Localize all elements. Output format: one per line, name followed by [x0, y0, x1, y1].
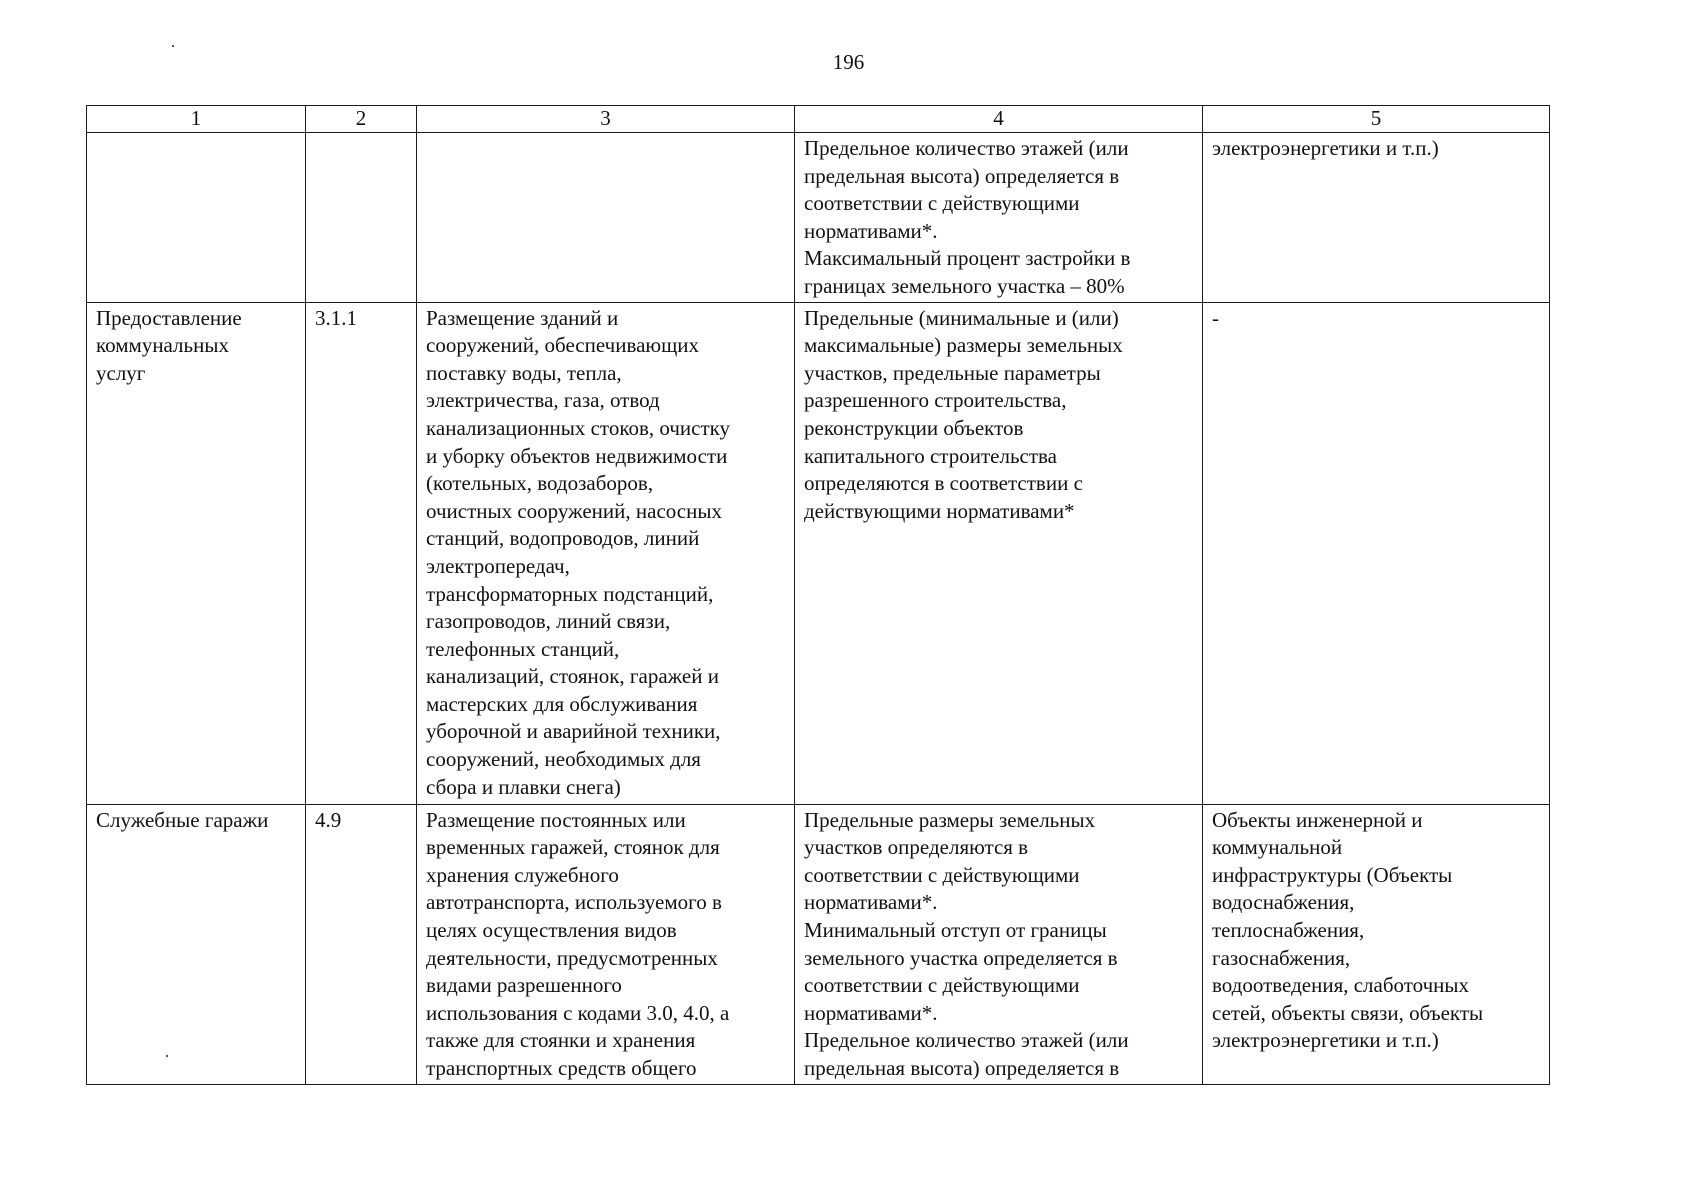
header-cell-4: 4 — [795, 106, 1203, 133]
cell-auxiliary-uses — [1203, 302, 1550, 804]
cell-code — [306, 302, 417, 804]
cell-text-line: водоотведения, слаботочных — [1212, 973, 1470, 998]
cell-text-line: сооружений, необходимых для — [426, 747, 701, 772]
cell-text-line: (котельных, водозаборов, — [426, 471, 654, 496]
cell-text-line: 4.9 — [315, 807, 342, 832]
cell-auxiliary-uses — [1203, 133, 1550, 303]
cell-text-line: автотранспорта, используемого в — [426, 890, 722, 915]
cell-text-line: разрешенного строительства, — [804, 388, 1067, 413]
cell-auxiliary-uses — [1203, 804, 1550, 1084]
cell-text-line: нормативами*. — [804, 890, 938, 915]
cell-text-line: хранения служебного — [426, 862, 619, 887]
cell-text-line: Предоставление — [96, 305, 242, 330]
cell-text-line: границах земельного участка – 80% — [804, 273, 1125, 298]
cell-text-line: канализаций, стоянок, гаражей и — [426, 664, 719, 689]
cell-text-line: предельная высота) определяется в — [804, 1055, 1120, 1080]
cell-text-line: земельного участка определяется в — [804, 945, 1118, 970]
table-row — [87, 804, 1550, 1084]
cell-text-line: станций, водопроводов, линий — [426, 526, 700, 551]
cell-text-line: Предельное количество этажей (или — [804, 136, 1129, 160]
cell-text-line: электропередач, — [426, 553, 570, 578]
cell-use-type — [87, 804, 306, 1084]
cell-text-line: соответствии с действующими — [804, 191, 1080, 216]
scan-speck — [172, 45, 174, 47]
cell-text-line: нормативами*. — [804, 1000, 938, 1025]
cell-text-line: капитального строительства — [804, 443, 1057, 468]
cell-text-line: 3.1.1 — [315, 305, 357, 330]
scan-speck — [166, 1055, 168, 1057]
cell-text-line: уборочной и аварийной техники, — [426, 719, 721, 744]
table-row — [87, 302, 1550, 804]
cell-description — [417, 804, 795, 1084]
cell-text-line: определяются в соответствии с — [804, 471, 1083, 496]
cell-text-line: электроэнергетики и т.п.) — [1212, 136, 1439, 160]
cell-text-line: - — [1212, 305, 1219, 330]
cell-parameters — [795, 302, 1203, 804]
cell-text-line: сооружений, обеспечивающих — [426, 333, 699, 358]
cell-text-line: транспортных средств общего — [426, 1055, 697, 1080]
cell-text-line: очистных сооружений, насосных — [426, 498, 722, 523]
cell-text-line: электричества, газа, отвод — [426, 388, 660, 413]
cell-text-line: нормативами*. — [804, 218, 938, 243]
cell-text-line: телефонных станций, — [426, 636, 620, 661]
cell-text-line: трансформаторных подстанций, — [426, 581, 714, 606]
cell-text-line: и уборку объектов недвижимости — [426, 443, 728, 468]
cell-text-line: Размещение постоянных или — [426, 807, 686, 832]
cell-text-line: также для стоянки и хранения — [426, 1028, 696, 1053]
cell-text-line: Объекты инженерной и — [1212, 807, 1423, 832]
cell-text-line: коммунальных — [96, 333, 229, 358]
cell-text-line: Минимальный отступ от границы — [804, 917, 1107, 942]
cell-description — [417, 133, 795, 303]
cell-text-line: канализационных стоков, очистку — [426, 415, 731, 440]
cell-text-line: поставку воды, тепла, — [426, 360, 622, 385]
cell-text-line: соответствии с действующими — [804, 973, 1080, 998]
cell-text-line: услуг — [96, 360, 146, 385]
cell-use-type — [87, 302, 306, 804]
cell-text-line: видами разрешенного — [426, 973, 622, 998]
cell-text-line: целях осуществления видов — [426, 917, 677, 942]
cell-text-line: теплоснабжения, — [1212, 917, 1365, 942]
cell-text-line: Размещение зданий и — [426, 305, 619, 330]
cell-text-line: газопроводов, линий связи, — [426, 609, 671, 634]
cell-text-line: реконструкции объектов — [804, 415, 1024, 440]
cell-text-line: максимальные) размеры земельных — [804, 333, 1123, 358]
cell-text-line: участков, предельные параметры — [804, 360, 1101, 385]
cell-parameters — [795, 133, 1203, 303]
table-header-row — [87, 106, 1550, 133]
cell-text-line: коммунальной — [1212, 835, 1343, 860]
cell-code — [306, 133, 417, 303]
header-cell-1: 1 — [87, 106, 306, 133]
cell-use-type — [87, 133, 306, 303]
cell-text-line: электроэнергетики и т.п.) — [1212, 1028, 1439, 1053]
header-cell-2: 2 — [306, 106, 417, 133]
cell-text-line: Предельные (минимальные и (или) — [804, 305, 1119, 330]
cell-text-line: водоснабжения, — [1212, 890, 1355, 915]
cell-text-line: деятельности, предусмотренных — [426, 945, 718, 970]
cell-text-line: Предельные размеры земельных — [804, 807, 1096, 832]
cell-text-line: Максимальный процент застройки в — [804, 246, 1131, 271]
cell-text-line: мастерских для обслуживания — [426, 691, 698, 716]
cell-text-line: временных гаражей, стоянок для — [426, 835, 720, 860]
cell-text-line: инфраструктуры (Объекты — [1212, 862, 1453, 887]
cell-text-line: газоснабжения, — [1212, 945, 1351, 970]
page-number: 196 — [832, 50, 865, 74]
cell-code — [306, 804, 417, 1084]
cell-text-line: действующими нормативами* — [804, 498, 1075, 523]
land-use-table — [86, 105, 1550, 1085]
header-cell-3: 3 — [417, 106, 795, 133]
cell-text-line: предельная высота) определяется в — [804, 163, 1120, 188]
cell-text-line: использования с кодами 3.0, 4.0, а — [426, 1000, 730, 1025]
cell-text-line: Предельное количество этажей (или — [804, 1028, 1129, 1053]
cell-text-line: сбора и плавки снега) — [426, 774, 621, 799]
cell-text-line: участков определяются в — [804, 835, 1029, 860]
cell-text-line: сетей, объекты связи, объекты — [1212, 1000, 1484, 1025]
cell-text-line: соответствии с действующими — [804, 862, 1080, 887]
header-cell-5: 5 — [1203, 106, 1550, 133]
cell-description — [417, 302, 795, 804]
cell-text-line: Служебные гаражи — [96, 807, 269, 832]
cell-parameters — [795, 804, 1203, 1084]
table-row — [87, 133, 1550, 303]
